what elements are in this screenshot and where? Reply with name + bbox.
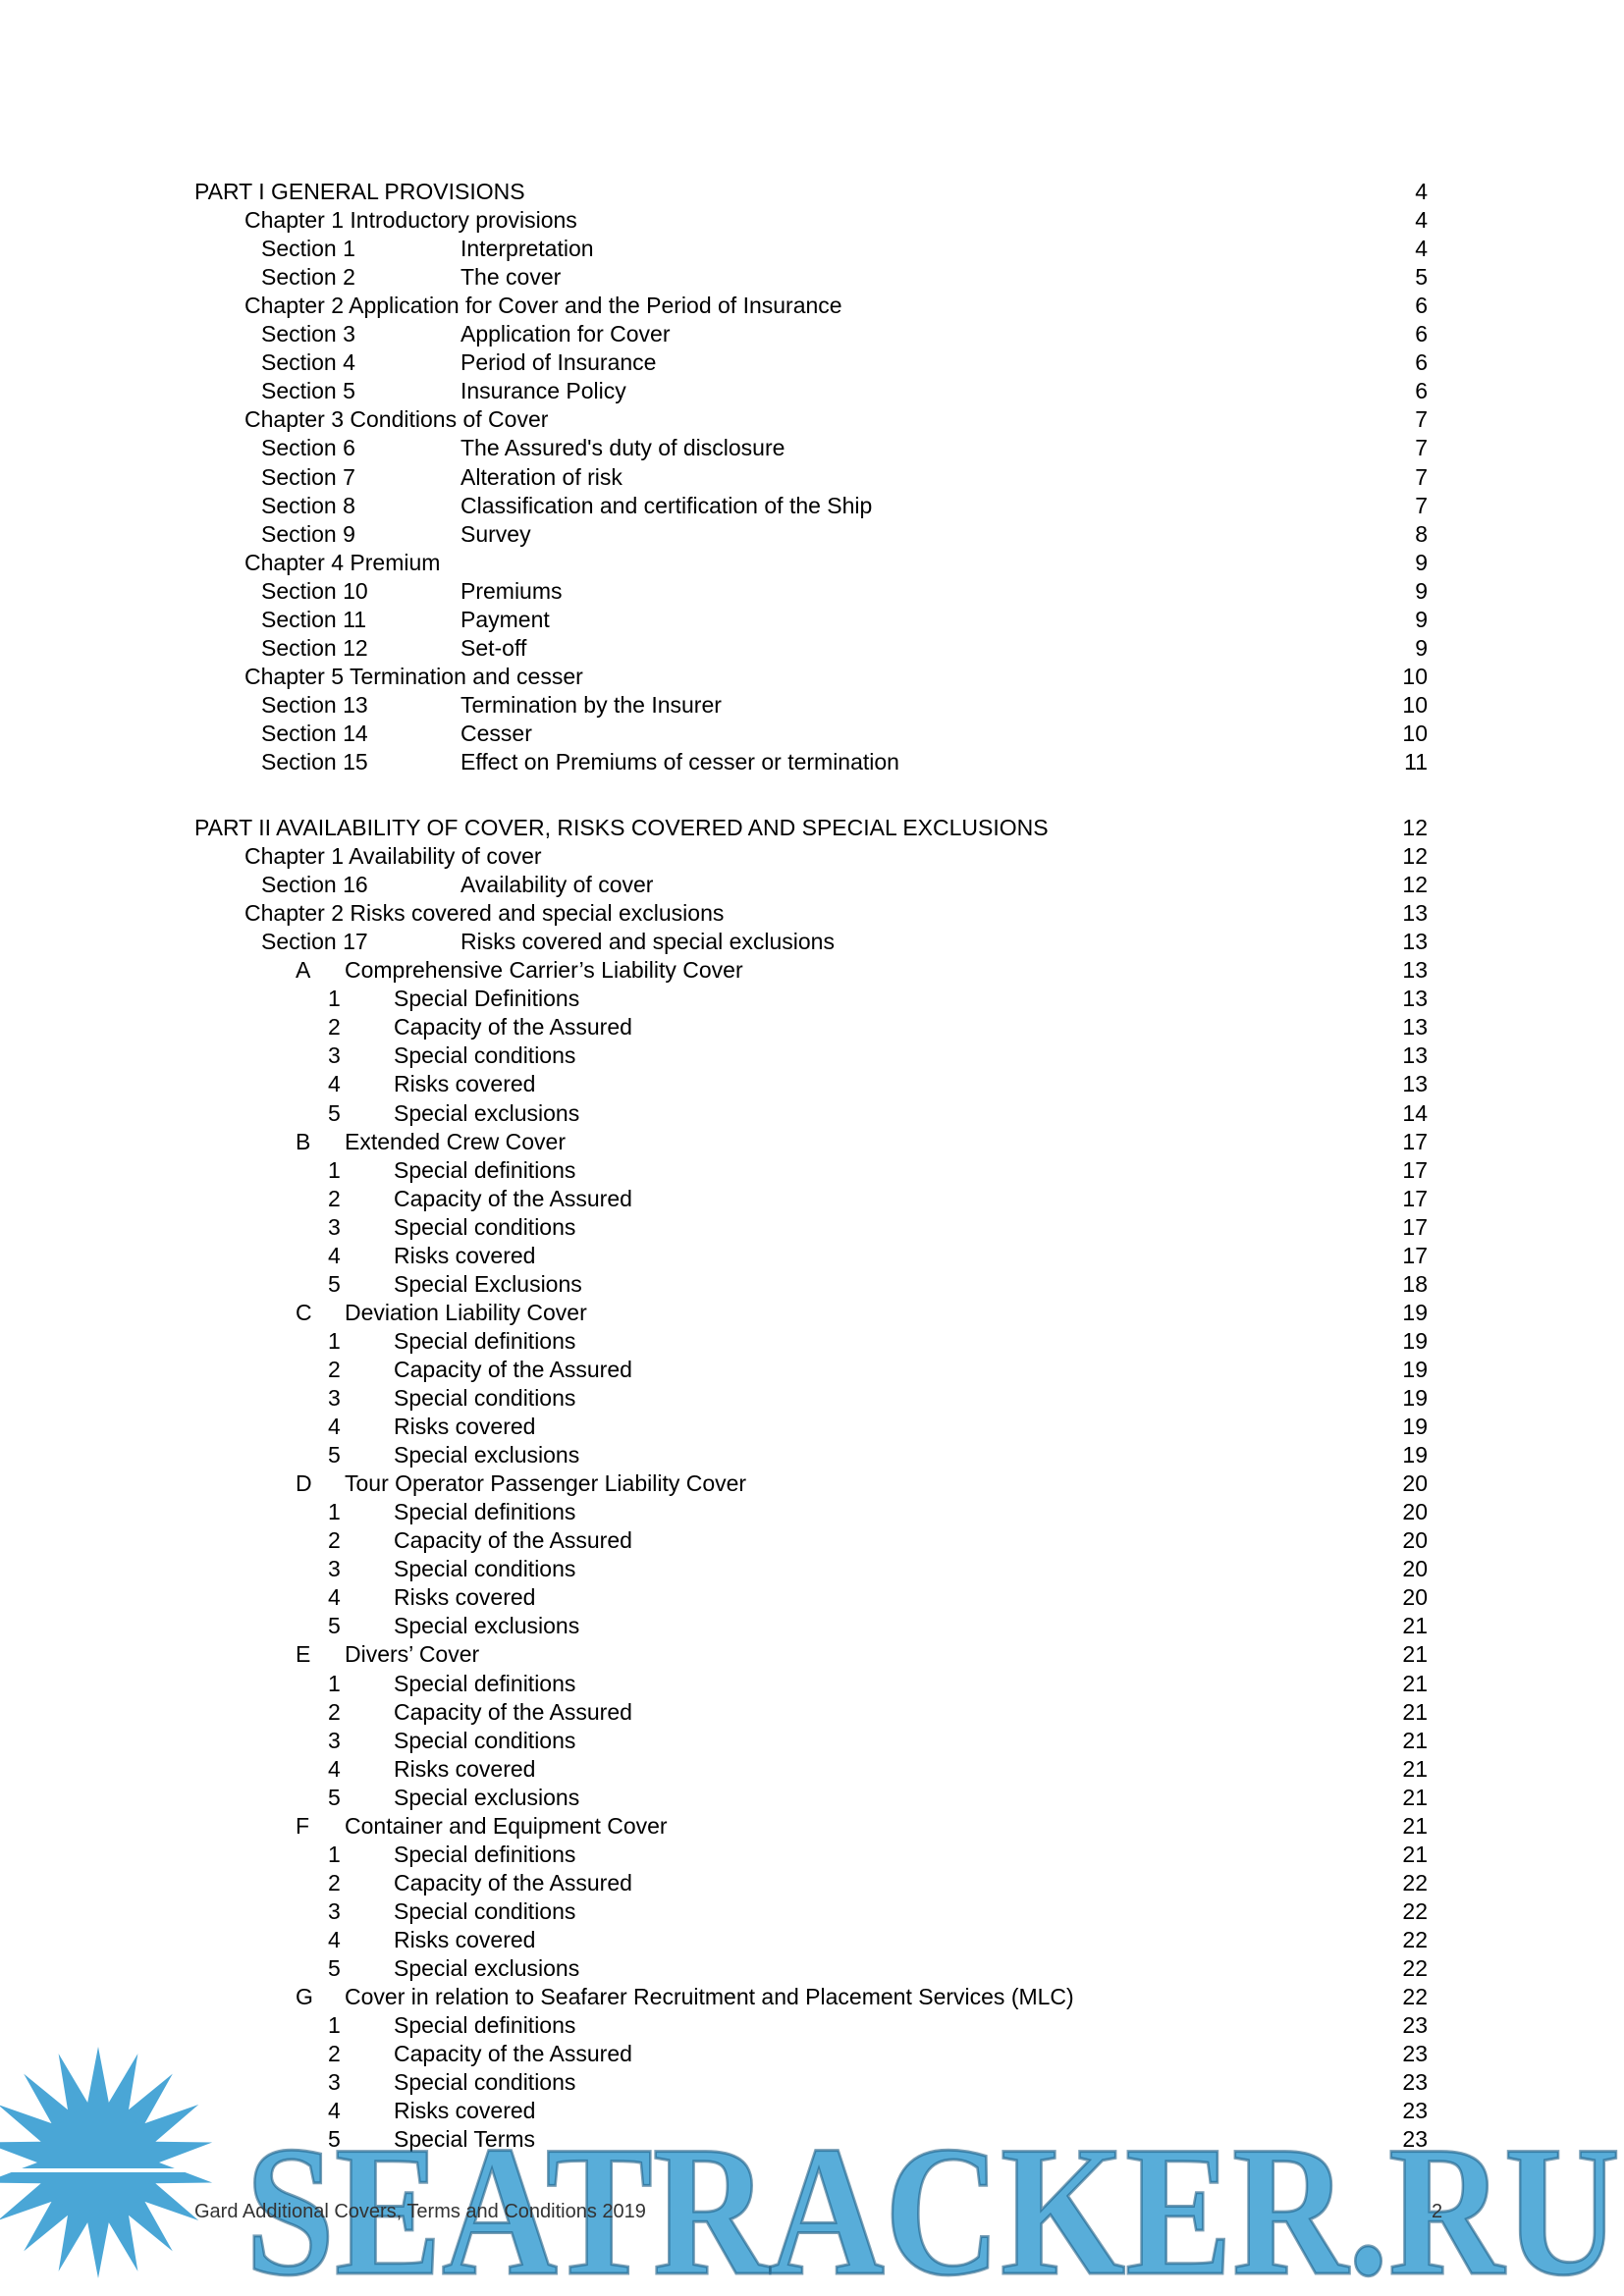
footer-page-number: 2: [1432, 2201, 1443, 2222]
toc-entry-title: Chapter 1 Availability of cover: [244, 843, 542, 869]
sun-logo-icon: [0, 2047, 255, 2278]
toc-entry-title: Premiums: [460, 578, 563, 604]
toc-entry-title: Special Terms: [394, 2126, 536, 2152]
toc-entry-page: 12: [1402, 843, 1428, 869]
toc-entry-title: Payment: [460, 607, 550, 632]
toc-entry-page: 22: [1402, 1870, 1428, 1896]
toc-entry-title: Container and Equipment Cover: [345, 1813, 668, 1839]
toc-entry-label: 4: [328, 2098, 341, 2123]
toc-entry-label: 2: [328, 1357, 341, 1382]
toc-letter-row[interactable]: [0, 956, 1624, 985]
toc-entry-label: 2: [328, 1527, 341, 1553]
toc-entry-label: Section 7: [261, 464, 355, 490]
toc-chapter-row[interactable]: [0, 842, 1624, 871]
toc-entry-title: Capacity of the Assured: [394, 2041, 632, 2066]
toc-entry-label: Section 1: [261, 236, 355, 261]
toc-entry-label: B: [296, 1129, 311, 1154]
toc-section-row[interactable]: [0, 434, 1624, 462]
toc-entry-title: Risks covered: [394, 1414, 536, 1439]
toc-entry-title: Survey: [460, 521, 531, 547]
toc-entry-title: Extended Crew Cover: [345, 1129, 566, 1154]
toc-entry-page: 22: [1402, 1984, 1428, 2009]
toc-entry-label: F: [296, 1813, 310, 1839]
toc-entry-label: 1: [328, 1842, 341, 1867]
toc-entry-page: 21: [1402, 1813, 1428, 1839]
toc-num-row[interactable]: [0, 1727, 1624, 1755]
toc-entry-label: 1: [328, 1671, 341, 1696]
toc-entry-label: Section 15: [261, 749, 368, 774]
toc-entry-label: Section 10: [261, 578, 368, 604]
toc-entry-label: 2: [328, 1870, 341, 1896]
toc-entry-title: Capacity of the Assured: [394, 1186, 632, 1211]
toc-part-row[interactable]: [0, 178, 1624, 206]
toc-entry-page: 13: [1402, 1014, 1428, 1040]
toc-entry-title: Special conditions: [394, 1214, 576, 1240]
toc-letter-row[interactable]: [0, 1640, 1624, 1669]
toc-entry-title: Availability of cover: [460, 872, 654, 897]
toc-entry-label: 4: [328, 1414, 341, 1439]
toc-entry-title: Special Definitions: [394, 986, 580, 1011]
toc-num-row[interactable]: [0, 1897, 1624, 1926]
toc-entry-label: 3: [328, 1728, 341, 1753]
toc-entry-title: PART I GENERAL PROVISIONS: [194, 179, 525, 204]
toc-section-row[interactable]: [0, 463, 1624, 492]
toc-entry-title: Chapter 2 Application for Cover and the Period of Insurance: [244, 293, 842, 318]
toc-entry-page: 7: [1415, 435, 1428, 460]
toc-entry-label: 5: [328, 1442, 341, 1468]
toc-entry-page: 22: [1402, 1898, 1428, 1924]
toc-letter-row[interactable]: [0, 1983, 1624, 2011]
toc-entry-page: 17: [1402, 1214, 1428, 1240]
toc-entry-label: 4: [328, 1927, 341, 1952]
toc-section-row[interactable]: [0, 748, 1624, 776]
toc-entry-page: 9: [1415, 550, 1428, 575]
toc-entry-page: 10: [1402, 721, 1428, 746]
toc-entry-title: Risks covered: [394, 1243, 536, 1268]
toc-entry-page: 17: [1402, 1243, 1428, 1268]
toc-entry-page: 20: [1402, 1556, 1428, 1581]
toc-entry-title: Capacity of the Assured: [394, 1527, 632, 1553]
toc-entry-label: 2: [328, 1014, 341, 1040]
toc-entry-label: 2: [328, 1186, 341, 1211]
toc-entry-page: 12: [1402, 872, 1428, 897]
toc-entry-page: 21: [1402, 1671, 1428, 1696]
toc-entry-page: 4: [1415, 179, 1428, 204]
toc-entry-title: Capacity of the Assured: [394, 1357, 632, 1382]
toc-entry-title: Special conditions: [394, 2069, 576, 2095]
toc-entry-label: Section 4: [261, 349, 355, 375]
toc-letter-row[interactable]: [0, 1299, 1624, 1327]
toc-entry-title: Tour Operator Passenger Liability Cover: [345, 1470, 747, 1496]
toc-entry-page: 4: [1415, 207, 1428, 233]
toc-chapter-row[interactable]: [0, 899, 1624, 928]
toc-entry-page: 21: [1402, 1756, 1428, 1782]
toc-num-row[interactable]: [0, 1013, 1624, 1041]
toc-num-row[interactable]: [0, 1270, 1624, 1299]
toc-entry-label: Section 2: [261, 264, 355, 290]
toc-entry-page: 22: [1402, 1955, 1428, 1981]
toc-chapter-row[interactable]: [0, 549, 1624, 577]
toc-entry-page: 6: [1415, 321, 1428, 347]
toc-num-row[interactable]: [0, 1070, 1624, 1098]
toc-entry-label: 4: [328, 1243, 341, 1268]
toc-chapter-row[interactable]: [0, 206, 1624, 235]
toc-entry-label: 3: [328, 1042, 341, 1068]
toc-entry-page: 20: [1402, 1499, 1428, 1524]
toc-section-row[interactable]: [0, 871, 1624, 899]
toc-entry-page: 14: [1402, 1100, 1428, 1126]
toc-entry-label: Section 12: [261, 635, 368, 661]
toc-entry-label: A: [296, 957, 311, 983]
toc-letter-row[interactable]: [0, 1469, 1624, 1498]
toc-num-row[interactable]: [0, 1356, 1624, 1384]
toc-entry-title: Special conditions: [394, 1385, 576, 1411]
toc-num-row[interactable]: [0, 1583, 1624, 1612]
toc-entry-label: 5: [328, 1100, 341, 1126]
toc-entry-page: 20: [1402, 1584, 1428, 1610]
toc-entry-title: Capacity of the Assured: [394, 1870, 632, 1896]
toc-entry-label: 2: [328, 2041, 341, 2066]
toc-entry-page: 17: [1402, 1157, 1428, 1183]
toc-entry-page: 21: [1402, 1728, 1428, 1753]
toc-entry-title: Divers’ Cover: [345, 1641, 480, 1667]
toc-entry-page: 13: [1402, 929, 1428, 954]
toc-entry-page: 13: [1402, 1042, 1428, 1068]
toc-entry-label: 4: [328, 1584, 341, 1610]
toc-entry-title: Special definitions: [394, 1671, 576, 1696]
toc-entry-page: 19: [1402, 1414, 1428, 1439]
toc-entry-label: E: [296, 1641, 311, 1667]
toc-entry-title: Interpretation: [460, 236, 594, 261]
toc-entry-label: Section 11: [261, 607, 366, 632]
toc-entry-title: Chapter 3 Conditions of Cover: [244, 406, 549, 432]
watermark-text: SEATRACKER.RU: [245, 2109, 1620, 2296]
toc-entry-title: Deviation Liability Cover: [345, 1300, 587, 1325]
toc-entry-label: Section 16: [261, 872, 368, 897]
toc-entry-title: Chapter 2 Risks covered and special exclusions: [244, 900, 725, 926]
toc-entry-title: Period of Insurance: [460, 349, 657, 375]
toc-entry-page: 9: [1415, 607, 1428, 632]
toc-entry-page: 6: [1415, 293, 1428, 318]
toc-entry-title: Special conditions: [394, 1898, 576, 1924]
toc-entry-title: Special definitions: [394, 1328, 576, 1354]
toc-entry-title: Chapter 5 Termination and cesser: [244, 664, 583, 689]
toc-entry-label: Section 14: [261, 721, 368, 746]
toc-entry-title: Special definitions: [394, 1499, 576, 1524]
toc-entry-title: Comprehensive Carrier’s Liability Cover: [345, 957, 743, 983]
toc-entry-page: 21: [1402, 1842, 1428, 1867]
toc-entry-label: 1: [328, 1328, 341, 1354]
toc-entry-label: 1: [328, 1499, 341, 1524]
toc-entry-label: 3: [328, 1556, 341, 1581]
toc-entry-page: 7: [1415, 406, 1428, 432]
toc-num-row[interactable]: [0, 1327, 1624, 1356]
toc-num-row[interactable]: [0, 2011, 1624, 2040]
toc-entry-label: Section 17: [261, 929, 368, 954]
toc-part-row[interactable]: [0, 814, 1624, 842]
toc-num-row[interactable]: [0, 1926, 1624, 1954]
toc-entry-page: 20: [1402, 1470, 1428, 1496]
toc-entry-label: C: [296, 1300, 312, 1325]
toc-section-row[interactable]: [0, 263, 1624, 292]
toc-num-row[interactable]: [0, 1099, 1624, 1128]
toc-entry-label: G: [296, 1984, 313, 2009]
toc-num-row[interactable]: [0, 1612, 1624, 1640]
toc-section-row[interactable]: [0, 235, 1624, 263]
toc-entry-label: 3: [328, 1898, 341, 1924]
toc-entry-page: 13: [1402, 957, 1428, 983]
toc-entry-title: The cover: [460, 264, 562, 290]
toc-entry-label: 5: [328, 1955, 341, 1981]
toc-entry-title: PART II AVAILABILITY OF COVER, RISKS COVERED AND SPECIAL EXCLUSIONS: [194, 815, 1049, 840]
toc-entry-label: 3: [328, 2069, 341, 2095]
toc-entry-label: Section 6: [261, 435, 355, 460]
toc-entry-title: Special conditions: [394, 1728, 576, 1753]
toc-entry-label: 2: [328, 1699, 341, 1725]
toc-entry-title: Set-off: [460, 635, 527, 661]
toc-entry-label: D: [296, 1470, 312, 1496]
toc-entry-page: 4: [1415, 236, 1428, 261]
toc-num-row[interactable]: [0, 1413, 1624, 1441]
toc-entry-page: 17: [1402, 1129, 1428, 1154]
toc-entry-title: Special exclusions: [394, 1785, 580, 1810]
toc-entry-page: 23: [1402, 2041, 1428, 2066]
toc-entry-page: 22: [1402, 1927, 1428, 1952]
toc-entry-page: 21: [1402, 1699, 1428, 1725]
toc-num-row[interactable]: [0, 1698, 1624, 1727]
toc-entry-title: Capacity of the Assured: [394, 1699, 632, 1725]
toc-entry-title: Special exclusions: [394, 1955, 580, 1981]
toc-entry-page: 10: [1402, 664, 1428, 689]
toc-entry-page: 13: [1402, 986, 1428, 1011]
toc-entry-page: 19: [1402, 1385, 1428, 1411]
toc-entry-page: 19: [1402, 1357, 1428, 1382]
toc-section-row[interactable]: [0, 928, 1624, 956]
toc-entry-label: Section 9: [261, 521, 355, 547]
toc-entry-page: 10: [1402, 692, 1428, 718]
toc-entry-title: Chapter 1 Introductory provisions: [244, 207, 577, 233]
watermark: [0, 2042, 1624, 2296]
toc-entry-page: 17: [1402, 1186, 1428, 1211]
toc-entry-page: 9: [1415, 635, 1428, 661]
toc-entry-page: 23: [1402, 2098, 1428, 2123]
toc-entry-title: Risks covered: [394, 2098, 536, 2123]
toc-num-row[interactable]: [0, 1869, 1624, 1897]
toc-entry-label: 3: [328, 1385, 341, 1411]
toc-entry-title: Risks covered: [394, 1927, 536, 1952]
toc-entry-title: Risks covered and special exclusions: [460, 929, 835, 954]
toc-entry-title: Special exclusions: [394, 1613, 580, 1638]
toc-entry-title: Special conditions: [394, 1556, 576, 1581]
toc-entry-title: Effect on Premiums of cesser or termination: [460, 749, 899, 774]
toc-entry-page: 23: [1402, 2126, 1428, 2152]
toc-entry-page: 13: [1402, 900, 1428, 926]
toc-entry-page: 19: [1402, 1328, 1428, 1354]
toc-letter-row[interactable]: [0, 1128, 1624, 1156]
toc-entry-label: 4: [328, 1071, 341, 1096]
toc-entry-title: Cover in relation to Seafarer Recruitment and Placement Services (MLC): [345, 1984, 1074, 2009]
toc-entry-label: Section 5: [261, 378, 355, 403]
toc-entry-label: 5: [328, 1613, 341, 1638]
toc-num-row[interactable]: [0, 1156, 1624, 1185]
toc-section-row[interactable]: [0, 348, 1624, 377]
toc-section-row[interactable]: [0, 577, 1624, 606]
toc-entry-page: 7: [1415, 493, 1428, 518]
toc-entry-title: Risks covered: [394, 1584, 536, 1610]
toc-entry-title: Classification and certification of the Ship: [460, 493, 873, 518]
toc-num-row[interactable]: [0, 1185, 1624, 1213]
toc-entry-page: 21: [1402, 1613, 1428, 1638]
toc-section-row[interactable]: [0, 320, 1624, 348]
toc-entry-title: Special Exclusions: [394, 1271, 582, 1297]
toc-entry-label: 3: [328, 1214, 341, 1240]
toc-num-row[interactable]: [0, 1384, 1624, 1413]
toc-num-row[interactable]: [0, 1841, 1624, 1869]
toc-entry-title: Special exclusions: [394, 1442, 580, 1468]
toc-entry-page: 6: [1415, 378, 1428, 403]
toc-entry-page: 11: [1404, 749, 1428, 774]
toc-entry-page: 20: [1402, 1527, 1428, 1553]
toc-entry-title: Termination by the Insurer: [460, 692, 722, 718]
toc-section-row[interactable]: [0, 520, 1624, 549]
toc-num-row[interactable]: [0, 1242, 1624, 1270]
toc-entry-title: Special exclusions: [394, 1100, 580, 1126]
toc-chapter-row[interactable]: [0, 405, 1624, 434]
toc-entry-title: Special definitions: [394, 1157, 576, 1183]
toc-section-row[interactable]: [0, 720, 1624, 748]
toc-entry-page: 13: [1402, 1071, 1428, 1096]
toc-entry-label: Section 13: [261, 692, 368, 718]
toc-section-row[interactable]: [0, 492, 1624, 520]
toc-entry-title: Risks covered: [394, 1756, 536, 1782]
toc-letter-row[interactable]: [0, 1812, 1624, 1841]
toc-entry-label: 5: [328, 2126, 341, 2152]
toc-entry-title: Special conditions: [394, 1042, 576, 1068]
toc-entry-title: Cesser: [460, 721, 532, 746]
toc-section-row[interactable]: [0, 691, 1624, 720]
toc-entry-page: 8: [1415, 521, 1428, 547]
toc-entry-label: 1: [328, 1157, 341, 1183]
toc-num-row[interactable]: [0, 1755, 1624, 1784]
toc-entry-page: 7: [1415, 464, 1428, 490]
toc-entry-label: 1: [328, 986, 341, 1011]
toc-entry-label: 5: [328, 1271, 341, 1297]
toc-num-row[interactable]: [0, 1041, 1624, 1070]
toc-entry-title: The Assured's duty of disclosure: [460, 435, 785, 460]
toc-entry-page: 19: [1402, 1442, 1428, 1468]
toc-chapter-row[interactable]: [0, 663, 1624, 691]
toc-entry-page: 6: [1415, 349, 1428, 375]
toc-entry-page: 18: [1402, 1271, 1428, 1297]
toc-entry-page: 5: [1415, 264, 1428, 290]
toc-entry-page: 21: [1402, 1641, 1428, 1667]
toc-entry-title: Insurance Policy: [460, 378, 626, 403]
toc-entry-title: Risks covered: [394, 1071, 536, 1096]
toc-entry-title: Alteration of risk: [460, 464, 623, 490]
toc-section-row[interactable]: [0, 606, 1624, 634]
toc-num-row[interactable]: [0, 1555, 1624, 1583]
footer-title: Gard Additional Covers, Terms and Conditions 2019: [194, 2201, 646, 2222]
toc-entry-title: Special definitions: [394, 2012, 576, 2038]
toc-entry-page: 9: [1415, 578, 1428, 604]
toc-num-row[interactable]: [0, 1441, 1624, 1469]
toc-entry-title: Chapter 4 Premium: [244, 550, 441, 575]
toc-entry-label: 5: [328, 1785, 341, 1810]
toc-num-row[interactable]: [0, 1526, 1624, 1555]
toc-entry-page: 23: [1402, 2012, 1428, 2038]
toc-entry-title: Capacity of the Assured: [394, 1014, 632, 1040]
toc-entry-label: Section 3: [261, 321, 355, 347]
toc-chapter-row[interactable]: [0, 292, 1624, 320]
toc-section-row[interactable]: [0, 634, 1624, 663]
toc-entry-title: Application for Cover: [460, 321, 671, 347]
toc-entry-page: 19: [1402, 1300, 1428, 1325]
toc-entry-title: Special definitions: [394, 1842, 576, 1867]
toc-entry-label: 4: [328, 1756, 341, 1782]
toc-num-row[interactable]: [0, 1784, 1624, 1812]
toc-num-row[interactable]: [0, 985, 1624, 1013]
toc-num-row[interactable]: [0, 1498, 1624, 1526]
toc-num-row[interactable]: [0, 1213, 1624, 1242]
toc-section-row[interactable]: [0, 377, 1624, 405]
toc-entry-page: 21: [1402, 1785, 1428, 1810]
toc-num-row[interactable]: [0, 1670, 1624, 1698]
toc-entry-page: 23: [1402, 2069, 1428, 2095]
toc-entry-label: 1: [328, 2012, 341, 2038]
toc-num-row[interactable]: [0, 1954, 1624, 1983]
toc-entry-label: Section 8: [261, 493, 355, 518]
toc-entry-page: 12: [1402, 815, 1428, 840]
